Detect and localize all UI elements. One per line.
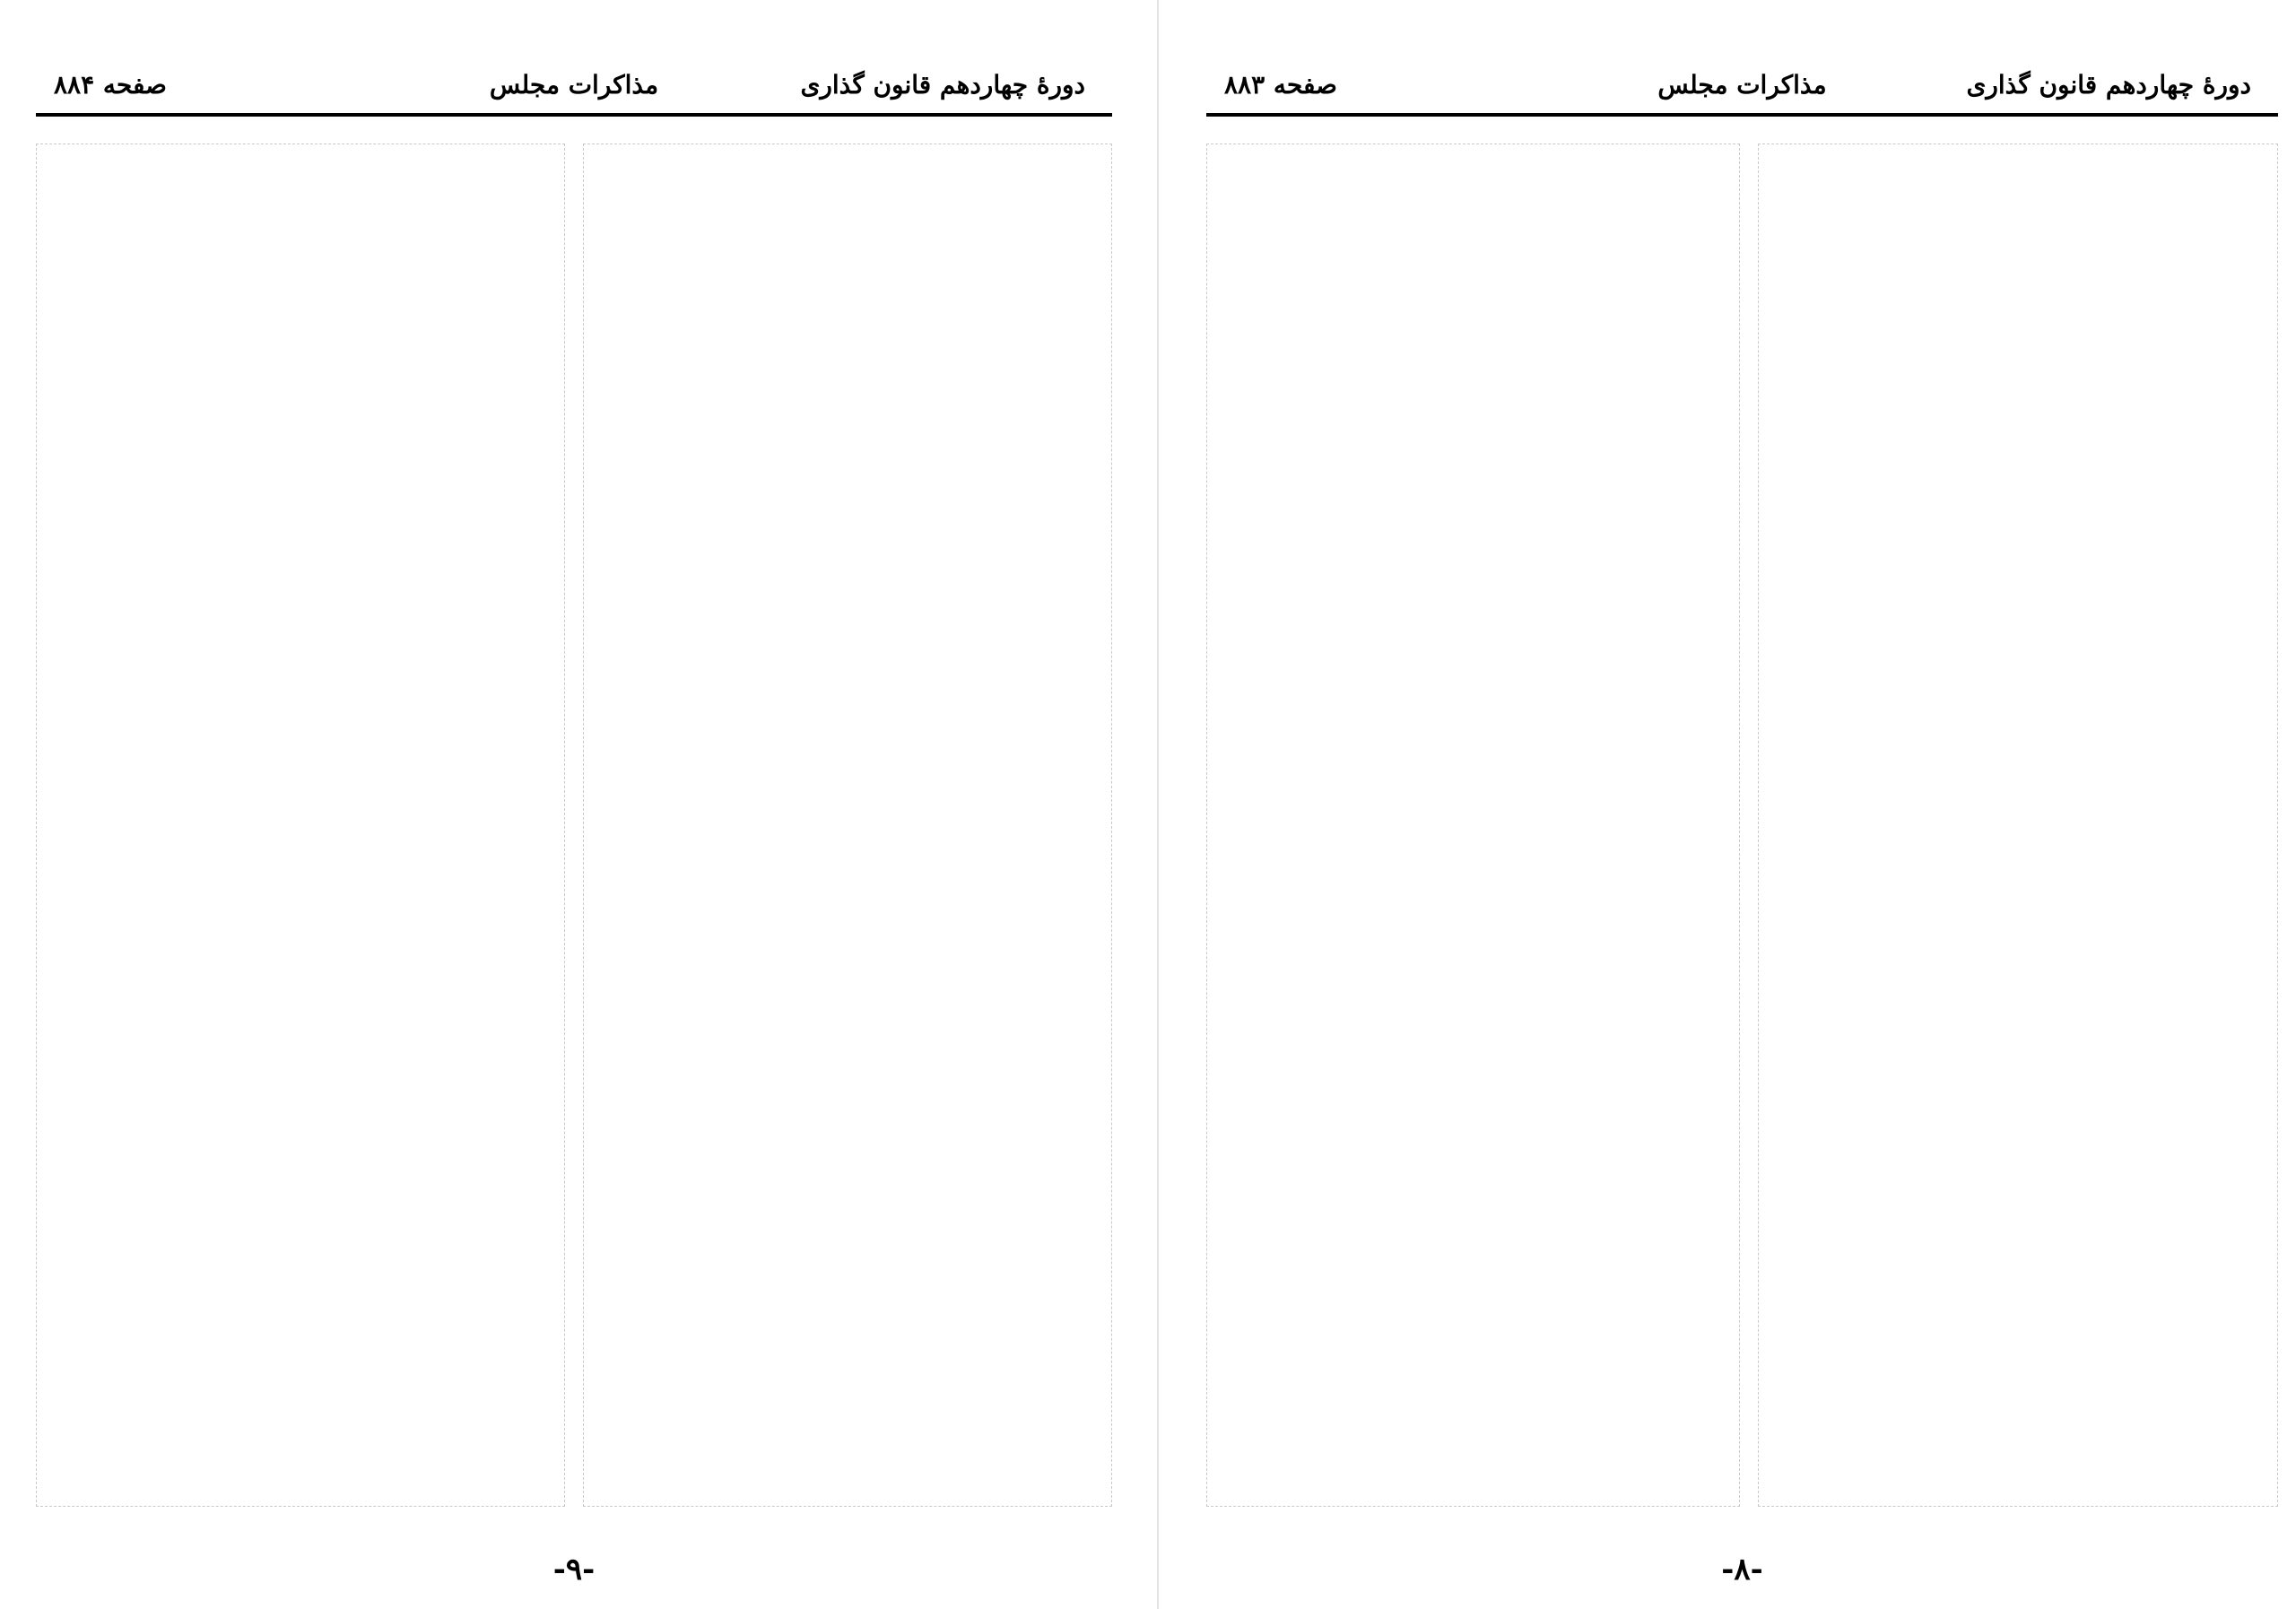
page-fold (1157, 0, 1159, 1609)
header-page-number: صفحه ۸۸۴ (54, 70, 167, 100)
page-header (1206, 54, 2278, 117)
footer-page-number: -۸- (1721, 1552, 1763, 1587)
text-column-right (583, 144, 1112, 1507)
text-column-left (1206, 144, 1740, 1507)
header-title: مذاکرات مجلس (1657, 70, 1827, 100)
header-title: مذاکرات مجلس (489, 70, 659, 100)
text-column-left (36, 144, 565, 1507)
footer-page-number: -۹- (552, 1552, 596, 1587)
text-column-right (1758, 144, 2278, 1507)
page-884 (36, 54, 1112, 1587)
page-header (36, 54, 1112, 117)
header-series: دورهٔ چهاردهم قانون گذاری (1966, 70, 2251, 100)
header-page-number: صفحه ۸۸۳ (1224, 70, 1337, 100)
header-series: دورهٔ چهاردهم قانون گذاری (800, 70, 1085, 100)
page-883 (1206, 54, 2278, 1587)
